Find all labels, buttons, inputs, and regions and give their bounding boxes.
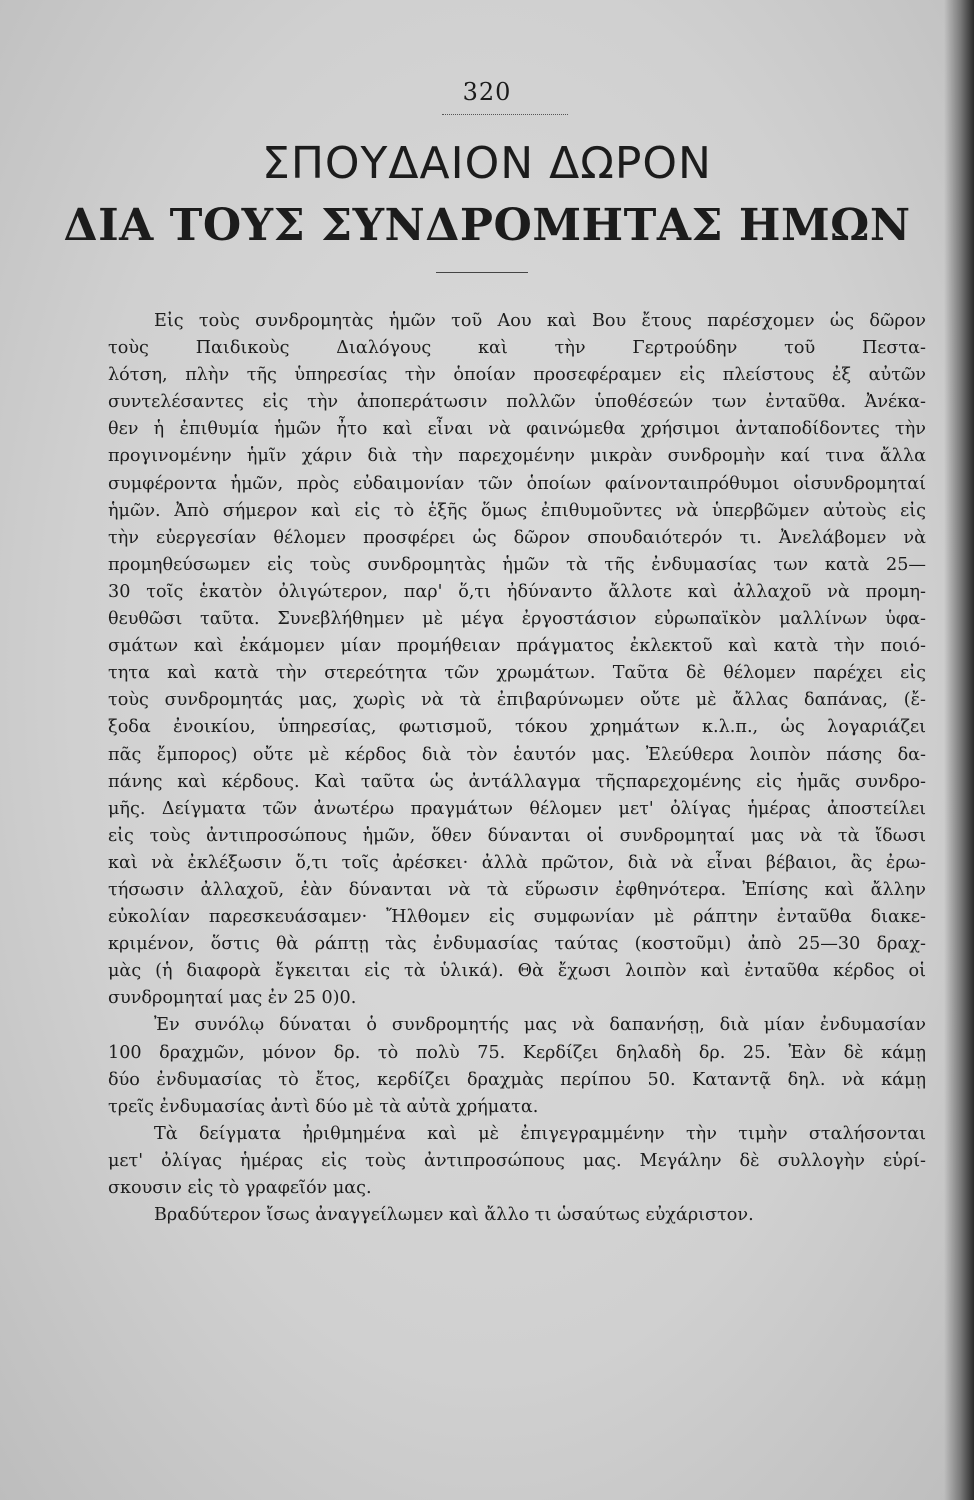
text-line: προγινομένην ἡμῖν χάριν διὰ τὴν παρεχομένην μικρὰν συνδρομὴν καί τινα ἄλλα: [108, 446, 926, 467]
text-line: λότση, πλὴν τῆς ὑπηρεσίας τὴν ὁποίαν προσεφέραμεν εἰς πλείστους ἐξ αὐτῶν: [108, 365, 926, 386]
header-rule: [442, 114, 568, 115]
text-line: καὶ νὰ ἐκλέξωσιν ὅ,τι τοῖς ἀρέσκει· ἀλλὰ πρῶτον, διὰ νὰ εἶναι βέβαιοι, ἂς ἐρω-: [108, 852, 926, 873]
title-line-2: ΔΙΑ ΤΟΥΣ ΣΥΝΔΡΟΜΗΤΑΣ ΗΜΩΝ: [63, 200, 911, 251]
text-line: μετ' ὀλίγας ἡμέρας εἰς τοὺς ἀντιπροσώπους μας. Μεγάλην δὲ συλλογὴν εὑρί-: [108, 1150, 926, 1171]
text-line: συντελέσαντες εἰς τὴν ἀποπεράτωσιν πολλῶν ὑποθέσεών των ἐνταῦθα. Ἀνέκα-: [108, 392, 926, 413]
text-line: τρεῖς ἐνδυμασίας ἀντὶ δύο μὲ τὰ αὐτὰ χρήματα.: [108, 1096, 539, 1117]
text-line: κριμένον, ὅστις θὰ ράπτῃ τὰς ἐνδυμασίας ταύτας (κοστοῦμι) ἀπὸ 25—30 δραχ-: [108, 934, 926, 955]
text-line: μὰς (ἡ διαφορὰ ἔγκειται εἰς τὰ ὑλικά). Θὰ ἔχωσι λοιπὸν καὶ ἐνταῦθα κέρδος οἱ: [108, 961, 926, 982]
title-line-1: ΣΠΟΥΔΑΙΟΝ ΔΩΡΟΝ: [262, 138, 712, 189]
text-line: Τὰ δείγματα ἠριθμημένα καὶ μὲ ἐπιγεγραμμένην τὴν τιμὴν σταλήσονται: [154, 1123, 926, 1144]
text-line: τητα καὶ κατὰ τὴν στερεότητα τῶν χρωμάτων. Ταῦτα δὲ θέλομεν παρέχει εἰς: [108, 663, 926, 684]
text-line: ἡμῶν. Ἀπὸ σήμερον καὶ εἰς τὸ ἑξῆς ὅμως ἐπιθυμοῦντες νὰ ὑπερβῶμεν αὐτοὺς εἰς: [108, 500, 926, 521]
text-line: Εἰς τοὺς συνδρομητὰς ἡμῶν τοῦ Αου καὶ Βου ἔτους παρέσχομεν ὡς δῶρον: [154, 311, 926, 331]
title-rule: [436, 272, 528, 273]
text-line: σμάτων καὶ ἐκάμομεν μίαν προμήθειαν πράγματος ἐκλεκτοῦ καὶ κατὰ τὴν ποιό-: [108, 636, 926, 657]
text-line: προμηθεύσωμεν εἰς τοὺς συνδρομητὰς ἡμῶν τὰ τῆς ἐνδυμασίας των κατὰ 25—: [108, 554, 926, 575]
text-line: τοὺς συνδρομητάς μας, χωρὶς νὰ τὰ ἐπιβαρύνωμεν οὔτε μὲ ἄλλας δαπάνας, (ἔ-: [108, 690, 926, 711]
text-line: 100 δραχμῶν, μόνον δρ. τὸ πολὺ 75. Κερδίζει δηλαδὴ δρ. 25. Ἐὰν δὲ κάμῃ: [108, 1042, 926, 1063]
text-line: δύο ἐνδυμασίας τὸ ἔτος, κερδίζει δραχμὰς περίπου 50. Καταντᾷ δηλ. νὰ κάμῃ: [108, 1069, 926, 1090]
text-line: Ἐν συνόλῳ δύναται ὁ συνδρομητής μας νὰ δαπανήσῃ, διὰ μίαν ἐνδυμασίαν: [154, 1015, 926, 1036]
text-line: συμφέροντα ἡμῶν, πρὸς εὐδαιμονίαν τῶν ὁποίων φαίνονταιπρόθυμοι οἱσυνδρομηταί: [108, 473, 926, 494]
text-line: τοὺς Παιδικοὺς Διαλόγους καὶ τὴν Γερτρούδην τοῦ Πεστα-: [108, 338, 926, 359]
text-line: σκουσιν εἰς τὸ γραφεῖόν μας.: [108, 1178, 372, 1198]
text-line: Βραδύτερον ἴσως ἀναγγείλωμεν καὶ ἄλλο τι ὡσαύτως εὐχάριστον.: [154, 1205, 754, 1226]
text-line: 30 τοῖς ἑκατὸν ὀλιγώτερον, παρ' ὅ,τι ἠδύναντο ἄλλοτε καὶ ἀλλαχοῦ νὰ προμη-: [108, 581, 926, 602]
text-line: μῆς. Δείγματα τῶν ἀνωτέρω πραγμάτων θέλομεν μετ' ὀλίγας ἡμέρας ἀποστείλει: [108, 798, 926, 819]
text-line: εὐκολίαν παρεσκευάσαμεν· Ἤλθομεν εἰς συμφωνίαν μὲ ράπτην ἐνταῦθα διακε-: [108, 907, 926, 928]
text-line: συνδρομηταί μας ἐν 25 0)0.: [108, 988, 357, 1009]
text-line: θεν ἡ ἐπιθυμία ἡμῶν ἦτο καὶ εἶναι νὰ φαινώμεθα χρήσιμοι ἀνταποδίδοντες τὴν: [108, 419, 926, 440]
text-line: τὴν εὐεργεσίαν θέλομεν προσφέρει ὡς δῶρον σπουδαιότερόν τι. Ἀνελάβομεν νὰ: [108, 527, 926, 548]
text-line: τήσωσιν ἀλλαχοῦ, ἐὰν δύνανται νὰ τὰ εὕρωσιν ἐφθηνότερα. Ἐπίσης καὶ ἄλλην: [108, 879, 926, 900]
text-line: πάνης καὶ κέρδους. Καὶ ταῦτα ὡς ἀντάλλαγμα τῆςπαρεχομένης εἰς ἡμᾶς συνδρο-: [108, 771, 926, 792]
page-number: 320: [462, 78, 512, 106]
article-body: [108, 308, 926, 1229]
text-line: πᾶς ἔμπορος) οὔτε μὲ κέρδος διὰ τὸν ἑαυτόν μας. Ἐλεύθερα λοιπὸν πάσης δα-: [108, 744, 926, 765]
text-line: εἰς τοὺς ἀντιπροσώπους ἡμῶν, ὅθεν δύνανται οἱ συνδρομηταί μας νὰ τὰ ἴδωσι: [108, 825, 926, 846]
text-line: θευθῶσι ταῦτα. Συνεβλήθημεν μὲ μέγα ἐργοστάσιον εὐρωπαϊκὸν μαλλίνων ὑφα-: [108, 609, 926, 630]
text-line: ξοδα ἐνοικίου, ὑπηρεσίας, φωτισμοῦ, τόκου χρημάτων κ.λ.π., ὡς λογαριάζει: [108, 717, 926, 738]
